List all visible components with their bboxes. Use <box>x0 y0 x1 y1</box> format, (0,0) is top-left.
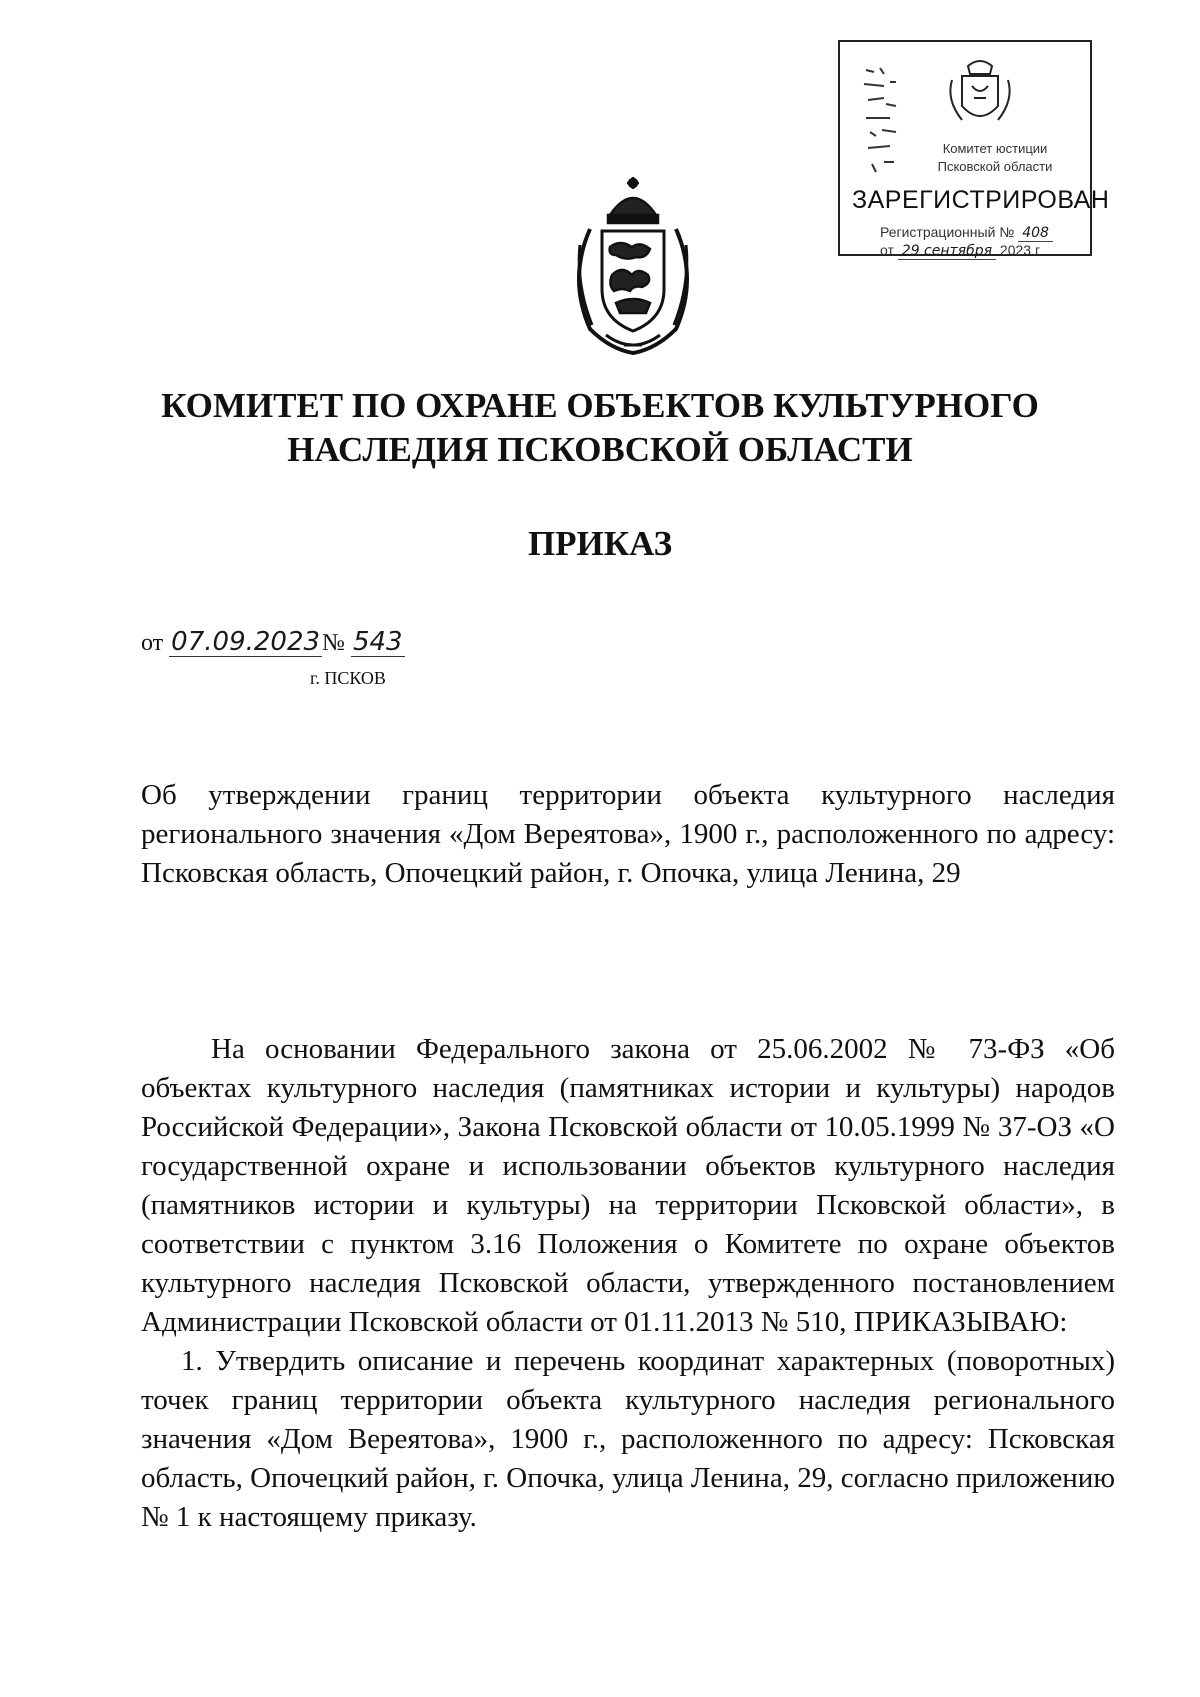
order-preamble: На основании Федерального закона от 25.06.2002 № 73-ФЗ «Об объектах культурного наследия (памятниках истории и культуры) народов Российской Федерации», Закона Псковской области от 10.05.1999 № 37-ОЗ «О государственной охране и использовании объектов культурного наследия (памятников истории и культуры) на территории Псковской области», в соответствии с пунктом 3.16 Положения о Комитете по охране объектов культурного наследия Псковской области, утвержденного постановлением Администрации Псковской области от 01.11.2013 № 510, ПРИКАЗЫВАЮ: <box>141 1033 1115 1338</box>
stamp-org-line-2: Псковской области <box>937 159 1053 174</box>
order-body <box>141 1030 1115 1537</box>
stamp-date <box>880 242 1090 259</box>
stamp-org-line-1: Комитет юстиции <box>942 141 1048 156</box>
stamp-date-year: 2023 г <box>999 242 1041 258</box>
order-city: г. ПСКОВ <box>310 668 386 688</box>
registration-stamp <box>838 40 1110 259</box>
document-type: ПРИКАЗ <box>527 524 673 563</box>
stamp-reg-number <box>880 224 1090 241</box>
stamp-emblem-icon <box>940 54 1020 134</box>
organization-title: КОМИТЕТ ПО ОХРАНЕ ОБЪЕКТОВ КУЛЬТУРНОГО НАСЛЕДИЯ ПСКОВСКОЙ ОБЛАСТИ <box>161 386 1039 469</box>
order-number-prefix: № <box>322 630 345 656</box>
order-subject: Об утверждении границ территории объекта культурного наследия регионального значения «Дом Вереятова», 1900 г., расположенного по адресу: Псковская область, Опочецкий район, г. Опочка, улица Ленина, 29 <box>141 779 1115 889</box>
stamp-registered-text: ЗАРЕГИСТРИРОВАН <box>852 186 1110 214</box>
stamp-organization <box>900 140 1090 176</box>
stamp-reg-number-value: 408 <box>1018 225 1053 242</box>
order-date-number <box>141 628 405 657</box>
coat-of-arms-icon <box>566 175 700 359</box>
stamp-date-value: 29 сентября <box>898 243 996 260</box>
order-date-value: 07.09.2023 <box>171 627 321 657</box>
stamp-date-prefix: от <box>880 242 894 258</box>
stamp-reg-number-label: Регистрационный № <box>880 224 1015 240</box>
order-number-value: 543 <box>352 627 403 657</box>
order-item-1: 1. Утвердить описание и перечень координат характерных (поворотных) точек границ территории объекта культурного наследия регионального значения «Дом Вереятова», 1900 г., расположенного по адресу: Псковская область, Опочецкий район, г. Опочка, улица Ленина, 29, согласно приложению № 1 к настоящему приказу. <box>141 1345 1115 1533</box>
order-date-prefix: от <box>141 630 164 656</box>
